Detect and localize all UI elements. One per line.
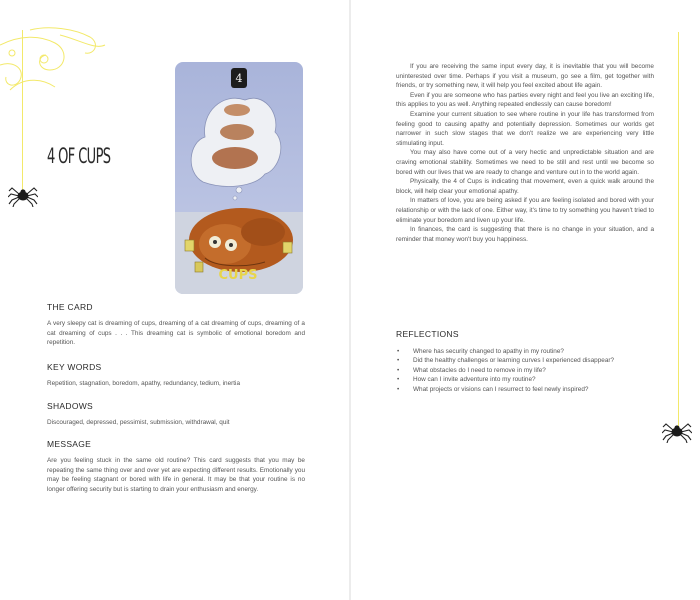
paragraph: Examine your current situation to see where routine in your life has transformed from feeling good to causing apathy and potentially depression. Sometimes our worlds get narrower in such slow stages that we don't realize we are experiencing very little stimulating input. <box>396 110 654 147</box>
spider-icon <box>8 185 38 207</box>
section-heading-the-card: THE CARD <box>47 302 93 312</box>
list-item: • What obstacles do I need to remove in my life? <box>396 366 656 375</box>
list-item: • Did the healthy challenges or learning curves I experienced disappear? <box>396 356 656 365</box>
section-heading-shadows: SHADOWS <box>47 401 94 411</box>
card-label: CUPS <box>218 268 258 283</box>
section-heading-key-words: KEY WORDS <box>47 362 102 372</box>
reflections-heading: REFLECTIONS <box>396 329 459 339</box>
section-text-key-words: Repetition, stagnation, boredom, apathy, redundancy, tedium, inertia <box>47 380 241 387</box>
paragraph: You may also have come out of a very hectic and unpredictable situation and are craving emotional stability. Sometimes we need to be still and rest until we become so bored with our lives that we are ready to change and venture out in to the world again. <box>396 149 654 176</box>
section-text-message: Are you feeling stuck in the same old routine? This card suggests that you may be repeating the same thing over and over yet are expecting different results. Emotionally you may be feeling stagnant or bored with life in general. It may be that your routine is no longer offering security but is starting to drain your enthusiasm and energy. <box>47 457 305 493</box>
list-item: • What projects or visions can I resurrect to feel newly inspired? <box>396 385 656 394</box>
paragraph: Physically, the 4 of Cups is indicating that movement, even a quick walk around the block, will help clear your emotional apathy. <box>396 178 654 195</box>
section-text-shadows: Discouraged, depressed, pessimist, submission, withdrawal, quit <box>47 419 230 426</box>
right-body-text <box>396 62 654 244</box>
spider-icon <box>662 421 692 443</box>
spider-thread <box>678 32 679 427</box>
list-item: • Where has security changed to apathy in my routine? <box>396 347 656 356</box>
section-heading-message: MESSAGE <box>47 439 92 449</box>
paragraph: In finances, the card is suggesting that there is no change in your situation, and a reminder that money won't buy you happiness. <box>396 226 654 243</box>
paragraph: In matters of love, you are being asked if you are feeling isolated and bored with your relationship or with the lack of one. Either way, it's time to try something you haven't tried to eliminate your boredom and liven up your life. <box>396 197 654 224</box>
paragraph: If you are receiving the same input every day, it is inevitable that you will become uninterested over time. Perhaps if you visit a museum, go see a film, get together with friends, or try something new, it will help you feel excited about life again. <box>396 63 654 90</box>
section-text-the-card: A very sleepy cat is dreaming of cups, dreaming of a cat dreaming of cups, dreaming of a cat dreaming of cups . . . This dreaming cat is symbolic of emotional boredom and repetition. <box>47 320 305 347</box>
card-number: 4 <box>235 72 243 85</box>
reflections-list <box>396 347 656 394</box>
tarot-card-image <box>175 62 303 294</box>
page-title: 4 OF CUPS <box>47 144 111 169</box>
spider-thread <box>22 30 23 190</box>
list-item: • How can I invite adventure into my routine? <box>396 375 656 384</box>
paragraph: Even if you are someone who has parties every night and feel you live an exciting life, this applies to you as well. Anything repeated endlessly can cause boredom! <box>396 91 654 109</box>
swirl-ornament-icon <box>0 25 110 100</box>
